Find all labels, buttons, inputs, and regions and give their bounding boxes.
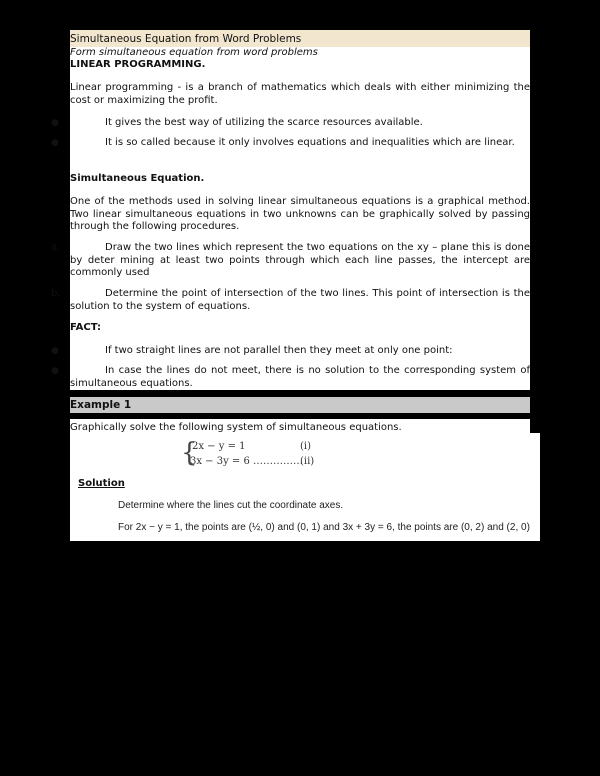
lp-heading: LINEAR PROGRAMMING. <box>70 59 206 70</box>
step-marker: b. <box>51 288 61 299</box>
bullet-icon: ● <box>51 346 59 356</box>
bullet-item: It is so called because it only involves equations and inequalities which are linear. <box>105 137 515 148</box>
fact-item: If two straight lines are not parallel then they meet at only one point: <box>105 345 453 356</box>
fact-heading: FACT: <box>70 322 102 333</box>
solution-heading: Solution <box>78 478 125 489</box>
step-marker: a. <box>51 242 61 253</box>
equation-2-label: (ii) <box>300 456 315 467</box>
bullet-icon: ● <box>51 366 59 376</box>
step-text: Draw the two lines which represent the two equations on the xy – plane this is done by deter mining at least two points through which each line passes, the intercept are commonly used <box>70 242 530 278</box>
se-intro: One of the methods used in solving linear simultaneous equations is a graphical method. Two linear simultaneous equations in two unknowns can be graphically solved by passing through the following procedures. <box>70 196 530 232</box>
bullet-item: It gives the best way of utilizing the scarce resources available. <box>105 117 423 128</box>
equation-1-label: (i) <box>300 441 312 452</box>
title-bar <box>70 30 530 47</box>
se-heading: Simultaneous Equation. <box>70 173 205 184</box>
bullet-icon: ● <box>51 138 59 148</box>
subtitle: Form simultaneous equation from word problems <box>70 47 318 58</box>
equation-1: 2x − y = 1 <box>192 441 246 452</box>
equation-2: 3x − 3y = 6 …………… <box>190 456 304 467</box>
page-title: Simultaneous Equation from Word Problems <box>70 33 302 45</box>
example-heading: Example 1 <box>70 399 132 411</box>
example-prompt: Graphically solve the following system of simultaneous equations. <box>70 422 402 433</box>
solution-line-1: Determine where the lines cut the coordinate axes. <box>118 500 344 511</box>
solution-line-2: For 2x − y = 1, the points are (½, 0) and (0, 1) and 3x + 3y = 6, the points are (0, 2) and (2, 0) <box>118 522 530 533</box>
lp-definition: Linear programming - is a branch of mathematics which deals with either minimizing the cost or maximizing the profit. <box>70 82 530 106</box>
step-text: Determine the point of intersection of the two lines. This point of intersection is the solution to the system of equations. <box>70 288 530 312</box>
bullet-icon: ● <box>51 118 59 128</box>
fact-item: In case the lines do not meet, there is no solution to the corresponding system of simultaneous equations. <box>70 365 530 389</box>
example-bar <box>70 397 530 413</box>
brace-icon: { <box>181 438 198 468</box>
